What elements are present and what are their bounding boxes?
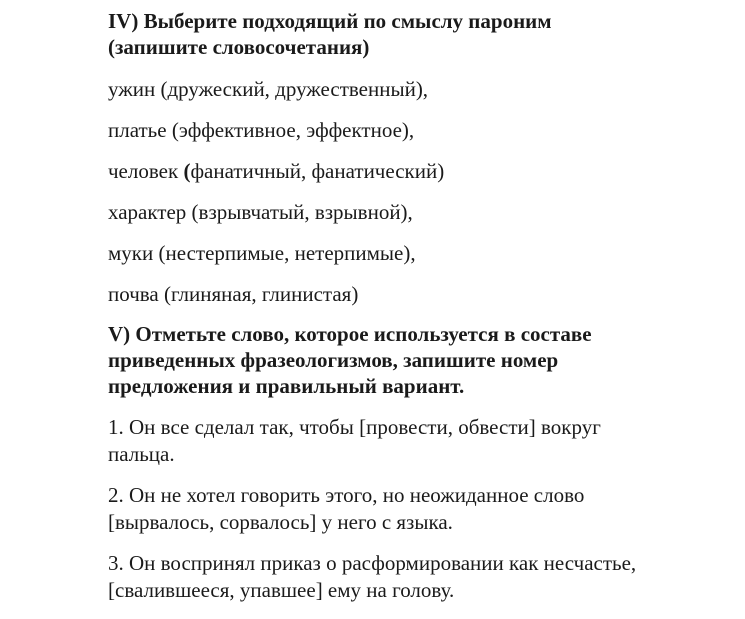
section-5-heading <box>108 321 728 399</box>
paronym-options: эффективное, эффектное), <box>178 118 415 142</box>
paronym-item <box>108 117 728 143</box>
paronym-paren: ( <box>158 241 166 265</box>
section-4-heading-line-2: (запишите словосочетания) <box>108 35 370 59</box>
paronym-options: взрывчатый, взрывной), <box>198 200 413 224</box>
paronym-options: фанатичный, фанатический) <box>190 159 445 183</box>
idiom-sentence <box>108 550 728 604</box>
section-4-heading-line-1: IV) Выберите подходящий по смыслу пароним <box>108 9 552 33</box>
paronym-list <box>108 76 728 307</box>
paronym-paren: ( <box>160 77 168 101</box>
idiom-sentence-line-2: пальца. <box>108 442 175 466</box>
idiom-sentence-line-1: 1. Он все сделал так, чтобы [провести, обвести] вокруг <box>108 415 601 439</box>
paronym-paren: ( <box>191 200 199 224</box>
section-5-heading-line-2: приведенных фразеологизмов, запишите номер <box>108 348 559 372</box>
paronym-word: платье <box>108 118 172 142</box>
idiom-sentence-line-1: 3. Он воспринял приказ о расформировании как несчастье, <box>108 551 637 575</box>
paronym-options: нестерпимые, нетерпимые), <box>165 241 416 265</box>
paronym-word: характер <box>108 200 192 224</box>
idiom-sentence <box>108 482 728 536</box>
paronym-item <box>108 76 728 102</box>
paronym-paren: ( <box>171 118 179 142</box>
idiom-sentence <box>108 414 728 468</box>
paronym-paren: ( <box>183 159 191 183</box>
paronym-options: глиняная, глинистая) <box>170 282 359 306</box>
section-5-heading-line-1: V) Отметьте слово, которое используется в составе <box>108 322 592 346</box>
paronym-word: человек <box>108 159 184 183</box>
paronym-item <box>108 281 728 307</box>
document-page <box>108 8 728 604</box>
section-5-heading-line-3: предложения и правильный вариант. <box>108 374 465 398</box>
paronym-word: ужин <box>108 77 161 101</box>
paronym-word: почва <box>108 282 164 306</box>
paronym-item <box>108 240 728 266</box>
paronym-word: муки <box>108 241 159 265</box>
paronym-options: дружеский, дружественный), <box>167 77 429 101</box>
section-4-heading <box>108 8 728 60</box>
paronym-item <box>108 199 728 225</box>
idiom-sentence-list <box>108 414 728 604</box>
idiom-sentence-line-2: [свалившееся, упавшее] ему на голову. <box>108 578 455 602</box>
paronym-item <box>108 158 728 184</box>
idiom-sentence-line-2: [вырвалось, сорвалось] у него с языка. <box>108 510 453 534</box>
idiom-sentence-line-1: 2. Он не хотел говорить этого, но неожиданное слово <box>108 483 585 507</box>
paronym-paren: ( <box>163 282 171 306</box>
